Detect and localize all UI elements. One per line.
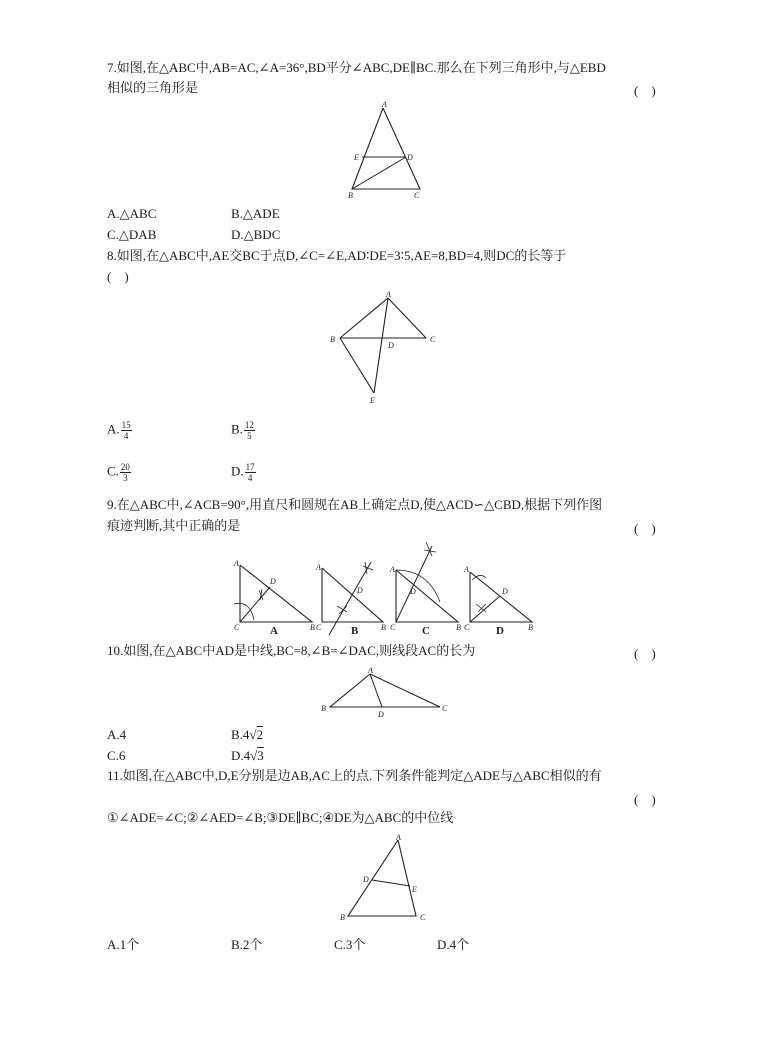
q10-option-d-radical: √ [250,748,258,763]
q10-stem: 10.如图,在△ABC中AD是中线,BC=8,∠B=∠DAC,则线段AC的长为 [107,643,476,658]
q8-label-d: D [388,341,394,350]
q9d-label-b: B [528,623,533,632]
q10-label-a: A [368,666,373,675]
q7-figure [340,100,430,205]
q9b-label-b: B [381,623,386,632]
q8-option-c-prefix: C. [107,463,119,479]
q10-answer-paren: ( ) [634,646,656,661]
q10-option-d[interactable] [231,748,264,764]
q11-label-b: B [340,913,345,922]
q10-option-b-radical: √ [249,727,257,742]
q7-option-b[interactable]: B.△ADE [231,206,280,221]
q7-option-c[interactable]: C.△DAB [107,227,157,242]
q9-figure-b[interactable] [315,560,390,638]
q8-label-c: C [430,335,436,344]
q11-option-c[interactable]: C.3个 [334,937,366,952]
q11-label-d: D [363,875,369,884]
q11-label-a: A [396,833,401,842]
q11-answer-paren: ( ) [634,792,656,807]
q10-figure [318,666,453,718]
q7-label-d: D [407,153,413,162]
q8-option-b-prefix: B. [231,421,243,437]
q8-option-a-prefix: A. [107,421,120,437]
q9-stem-line1: 9.在△ABC中,∠ACB=90°,用直尺和圆规在AB上确定点D,使△ACD∽△CBD,根据下列作图 [107,497,603,512]
q8-option-d-den: 4 [247,473,253,483]
q11-conditions: ①∠ADE=∠C;②∠AED=∠B;③DE∥BC;④DE为△ABC的中位线 [107,810,454,825]
q9a-label-c: C [234,623,240,632]
q8-option-a[interactable] [107,420,132,441]
q9d-caption: D [496,625,504,637]
q9a-label-d: D [270,577,276,586]
q8-option-b[interactable] [231,420,255,441]
q11-option-a[interactable]: A.1个 [107,937,140,952]
q9c-label-c: C [390,623,396,632]
q10-option-a[interactable] [107,727,126,743]
q9-figure-c[interactable] [388,540,468,638]
q8-option-d-prefix: D. [231,463,244,479]
q11-option-b[interactable]: B.2个 [231,937,263,952]
q10-label-b: B [321,704,326,713]
q11-stem-line1: 11.如图,在△ABC中,D,E分别是边AB,AC上的点.下列条件能判定△ADE与△ABC相似的有 [107,768,602,783]
q7-option-a[interactable]: A.△ABC [107,206,157,221]
q9d-label-d: D [502,587,508,596]
q9-figure-a[interactable] [232,560,317,638]
q9b-caption: B [351,625,359,637]
q10-option-c-text: C.6 [107,748,126,763]
q10-label-c: C [442,704,448,713]
q7-stem-line1: 7.如图,在△ABC中,AB=AC,∠A=36°,BD平分∠ABC,DE∥BC.那么在下列三角形中,与△EBD [107,60,606,75]
q10-option-d-radicand: 3 [257,748,264,763]
q8-option-d[interactable] [231,462,256,483]
q9a-label-b: B [310,623,315,632]
q7-label-b: B [348,191,353,200]
q8-figure [328,290,443,410]
q8-answer-paren: ( ) [107,269,129,284]
q10-option-d-text: D.4 [231,748,251,763]
q7-label-c: C [414,191,420,200]
q8-option-a-den: 4 [123,431,129,441]
q11-option-d[interactable]: D.4个 [437,937,470,952]
q9c-label-a: A [390,565,395,574]
q9d-label-c: C [464,623,470,632]
q10-label-d: D [378,710,384,719]
q8-option-b-num: 12 [244,420,254,430]
q9b-label-c: C [316,623,322,632]
q9-answer-paren: ( ) [634,521,656,536]
q11-figure [336,834,436,926]
q7-answer-paren: ( ) [634,83,656,98]
q11-label-e: E [412,885,417,894]
q9c-label-d: D [410,587,416,596]
q7-label-e: E [354,153,359,162]
q8-option-a-num: 15 [121,420,131,430]
q9a-label-a: A [234,559,239,568]
q8-option-d-num: 17 [245,462,255,472]
q10-option-b[interactable] [231,727,263,743]
q10-option-b-text: B.4 [231,727,250,742]
q7-label-a: A [382,100,387,109]
q7-stem-line2: 相似的三角形是 [107,80,199,95]
q8-stem-line1: 8.如图,在△ABC中,AE交BC于点D,∠C=∠E,AD∶DE=3∶5,AE=8,BD=4,则DC的长等于 [107,248,567,263]
q9b-label-a: A [316,563,321,572]
q9a-caption: A [270,625,278,637]
q9d-label-a: A [464,565,469,574]
q11-label-c: C [420,913,426,922]
q7-option-d[interactable]: D.△BDC [231,227,281,242]
q9b-label-d: D [357,586,363,595]
q9c-label-b: B [456,623,461,632]
q8-option-c-num: 20 [120,462,130,472]
q10-option-c[interactable] [107,748,125,764]
q9c-caption: C [422,625,430,637]
q10-option-a-text: A.4 [107,727,127,742]
q9-stem-line2: 痕迹判断,其中正确的是 [107,518,241,533]
q10-option-b-radicand: 2 [256,727,264,742]
q8-option-b-den: 5 [247,431,252,441]
q8-label-e: E [370,396,375,405]
q8-option-c[interactable] [107,462,131,483]
q9-figure-d[interactable] [462,560,540,638]
q8-label-b: B [330,335,335,344]
q8-option-c-den: 3 [123,473,128,483]
q8-label-a: A [386,290,391,299]
